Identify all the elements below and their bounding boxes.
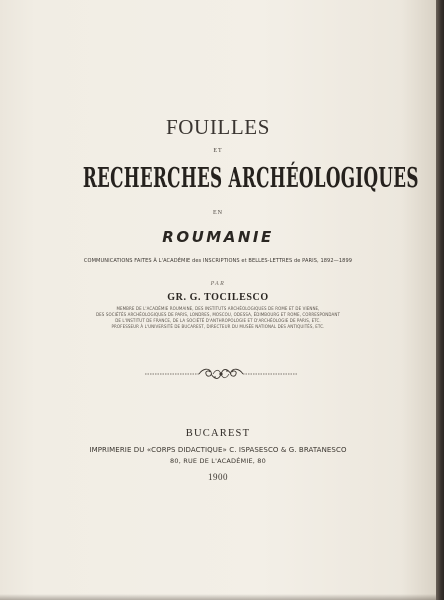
publication-year: 1900 [208,472,228,482]
title-fouilles: FOUILLES [166,115,270,139]
scroll-ornament-icon [143,365,299,383]
title-conjunction: ET [213,148,223,154]
title-preposition: EN [213,210,223,216]
title-country: ROUMANIE [162,228,274,246]
publisher-city: BUCAREST [185,428,251,439]
by-word: PAR [210,281,226,287]
printer-name: IMPRIMERIE DU «CORPS DIDACTIQUE» C. ISPASESCO & G. BRATANESCO [89,446,347,454]
printer-address: 80, RUE DE L'ACADÉMIE, 80 [170,457,266,465]
qualification-line: PROFESSEUR À L'UNIVERSITÉ DE BUCAREST, DIRECTEUR DU MUSÉE NATIONAL DES ANTIQUITÉS, ETC. [111,324,325,329]
qualification-line: MEMBRE DE L'ACADÉMIE ROUMAINE, DES INSTITUTS ARCHÉOLOGIQUES DE ROME ET DE VIENNE, [116,306,320,311]
author-name: GR. G. TOCILESCO [167,292,269,303]
book-spine [436,0,444,600]
subtitle: COMMUNICATIONS FAITES À L'ACADÉMIE des INSCRIPTIONS et BELLES-LETTRES de PARIS, 1892—1899 [83,258,353,264]
qualification-line: DE L'INSTITUT DE FRANCE, DE LA SOCIÉTÉ D'ANTHROPOLOGIE ET D'ARCHÉOLOGIE DE PARIS, ETC. [115,318,321,323]
title-recherches: RECHERCHES ARCHÉOLOGIQUES [82,163,419,194]
page-bottom-edge [0,594,436,600]
author-qualifications [0,306,436,330]
qualification-line: DES SOCIÉTÉS ARCHÉOLOGIQUES DE PARIS, LONDRES, MOSCOU, ODESSA, ÉDIMBOURG ET ROME, CORRESPONDANT [96,312,340,317]
